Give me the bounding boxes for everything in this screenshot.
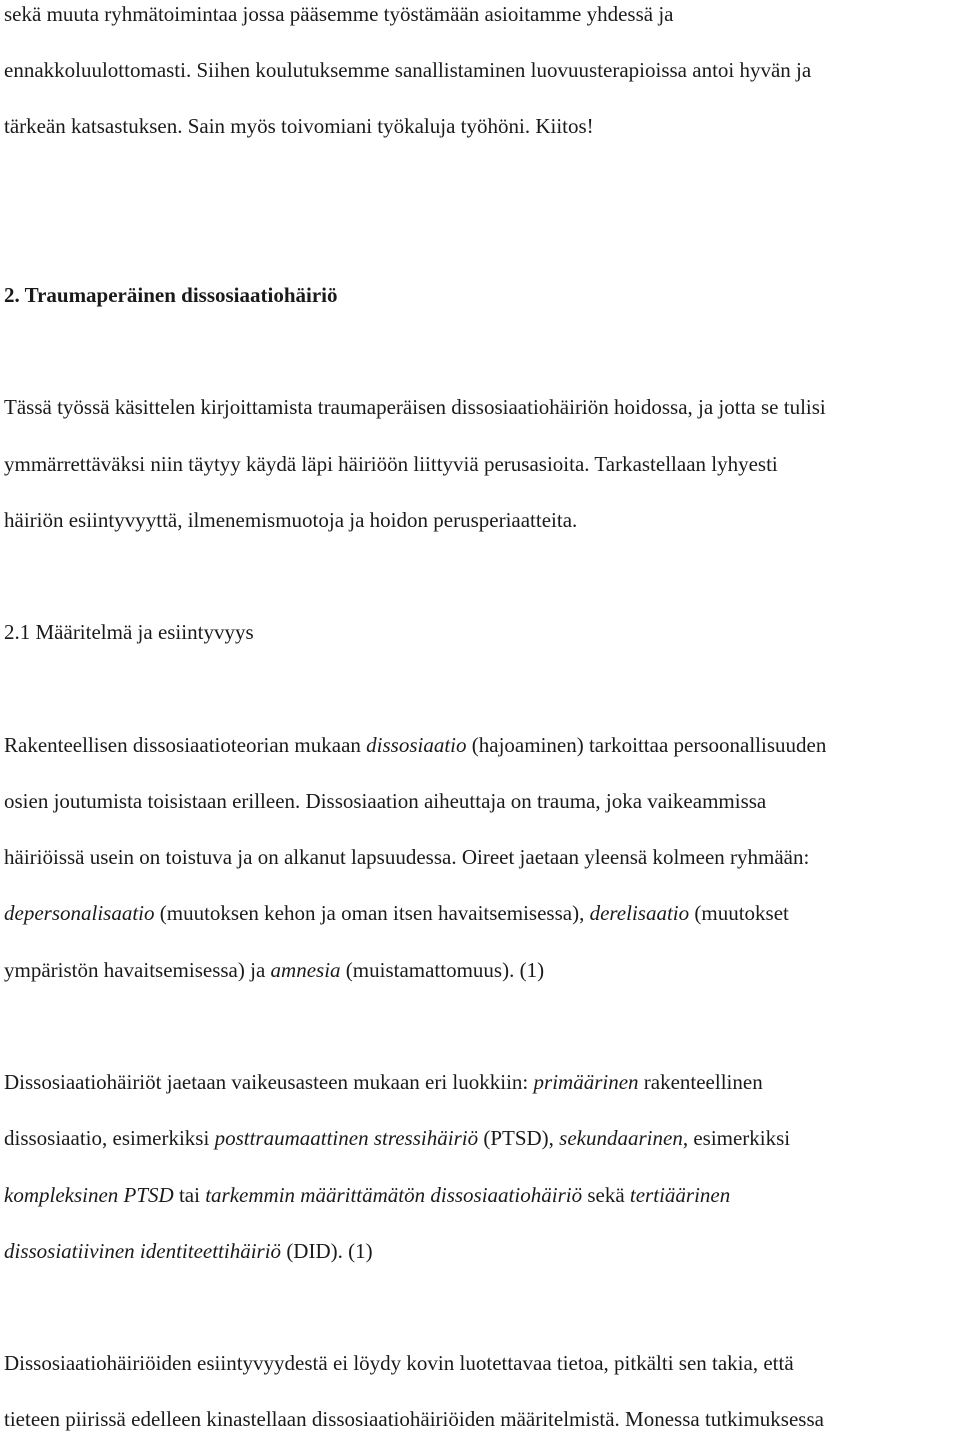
section-2-line-1: Tässä työssä käsittelen kirjoittamista traumaperäisen dissosiaatiohäiriön hoidossa, ja jotta se tulisi — [4, 395, 826, 419]
s21-p1-line-2: osien joutumista toisistaan erilleen. Dissosiaation aiheuttaja on trauma, joka vaikeammissa — [4, 789, 767, 813]
term-derelisaatio: derelisaatio — [589, 901, 690, 925]
section-2-heading: 2. Traumaperäinen dissosiaatiohäiriö — [4, 283, 338, 307]
term-dissosiaatio: dissosiaatio — [366, 733, 467, 757]
s21-p1-line-4: depersonalisaatio (muutoksen kehon ja oman itsen havaitsemisessa), derelisaatio (muutokset — [4, 901, 789, 925]
s21-p3-line-2: tieteen piirissä edelleen kinastellaan dissosiaatiohäiriöiden määritelmistä. Monessa tutkimuksessa — [4, 1407, 824, 1431]
intro-line-1: sekä muuta ryhmätoimintaa jossa pääsemme työstämään asioitamme yhdessä ja — [4, 2, 674, 26]
term-tertiaarinen: tertiäärinen — [629, 1183, 731, 1207]
term-did: dissosiatiivinen identiteettihäiriö — [4, 1239, 282, 1263]
term-kompleksinen-ptsd: kompleksinen PTSD — [4, 1183, 174, 1207]
term-primaarinen: primäärinen — [533, 1070, 639, 1094]
intro-line-2: ennakkoluulottomasti. Siihen koulutuksemme sanallistaminen luovuusterapioissa antoi hyvän ja — [4, 58, 812, 82]
s21-p1-line-1: Rakenteellisen dissosiaatioteorian mukaan dissosiaatio (hajoaminen) tarkoittaa persoonallisuuden — [4, 733, 827, 757]
s21-p2-line-1: Dissosiaatiohäiriöt jaetaan vaikeusasteen mukaan eri luokkiin: primäärinen rakenteellinen — [4, 1070, 763, 1094]
section-2-1-heading: 2.1 Määritelmä ja esiintyvyys — [4, 620, 254, 644]
s21-p2-line-3: kompleksinen PTSD tai tarkemmin määrittämätön dissosiaatiohäiriö sekä tertiäärinen — [4, 1183, 731, 1207]
term-sekundaarinen: sekundaarinen — [559, 1126, 683, 1150]
s21-p3-line-1: Dissosiaatiohäiriöiden esiintyvyydestä ei löydy kovin luotettavaa tietoa, pitkälti sen takia, että — [4, 1351, 794, 1375]
s21-p2-line-2: dissosiaatio, esimerkiksi posttraumaattinen stressihäiriö (PTSD), sekundaarinen, esimerkiksi — [4, 1126, 791, 1150]
term-depersonalisaatio: depersonalisaatio — [4, 901, 155, 925]
section-2-line-3: häiriön esiintyvyyttä, ilmenemismuotoja ja hoidon perusperiaatteita. — [4, 508, 578, 532]
s21-p1-line-3: häiriöissä usein on toistuva ja on alkanut lapsuudessa. Oireet jaetaan yleensä kolmeen ryhmään: — [4, 845, 810, 869]
intro-line-3: tärkeän katsastuksen. Sain myös toivomiani työkaluja työhöni. Kiitos! — [4, 114, 594, 138]
s21-p2-line-4: dissosiatiivinen identiteettihäiriö (DID). (1) — [4, 1239, 373, 1263]
term-amnesia: amnesia — [270, 958, 341, 982]
term-maarittamaton: tarkemmin määrittämätön dissosiaatiohäiriö — [205, 1183, 583, 1207]
term-ptsd: posttraumaattinen stressihäiriö — [214, 1126, 479, 1150]
section-2-line-2: ymmärrettäväksi niin täytyy käydä läpi häiriöön liittyviä perusasioita. Tarkastellaan lyhyesti — [4, 452, 778, 476]
s21-p1-line-5: ympäristön havaitsemisessa) ja amnesia (muistamattomuus). (1) — [4, 958, 545, 982]
